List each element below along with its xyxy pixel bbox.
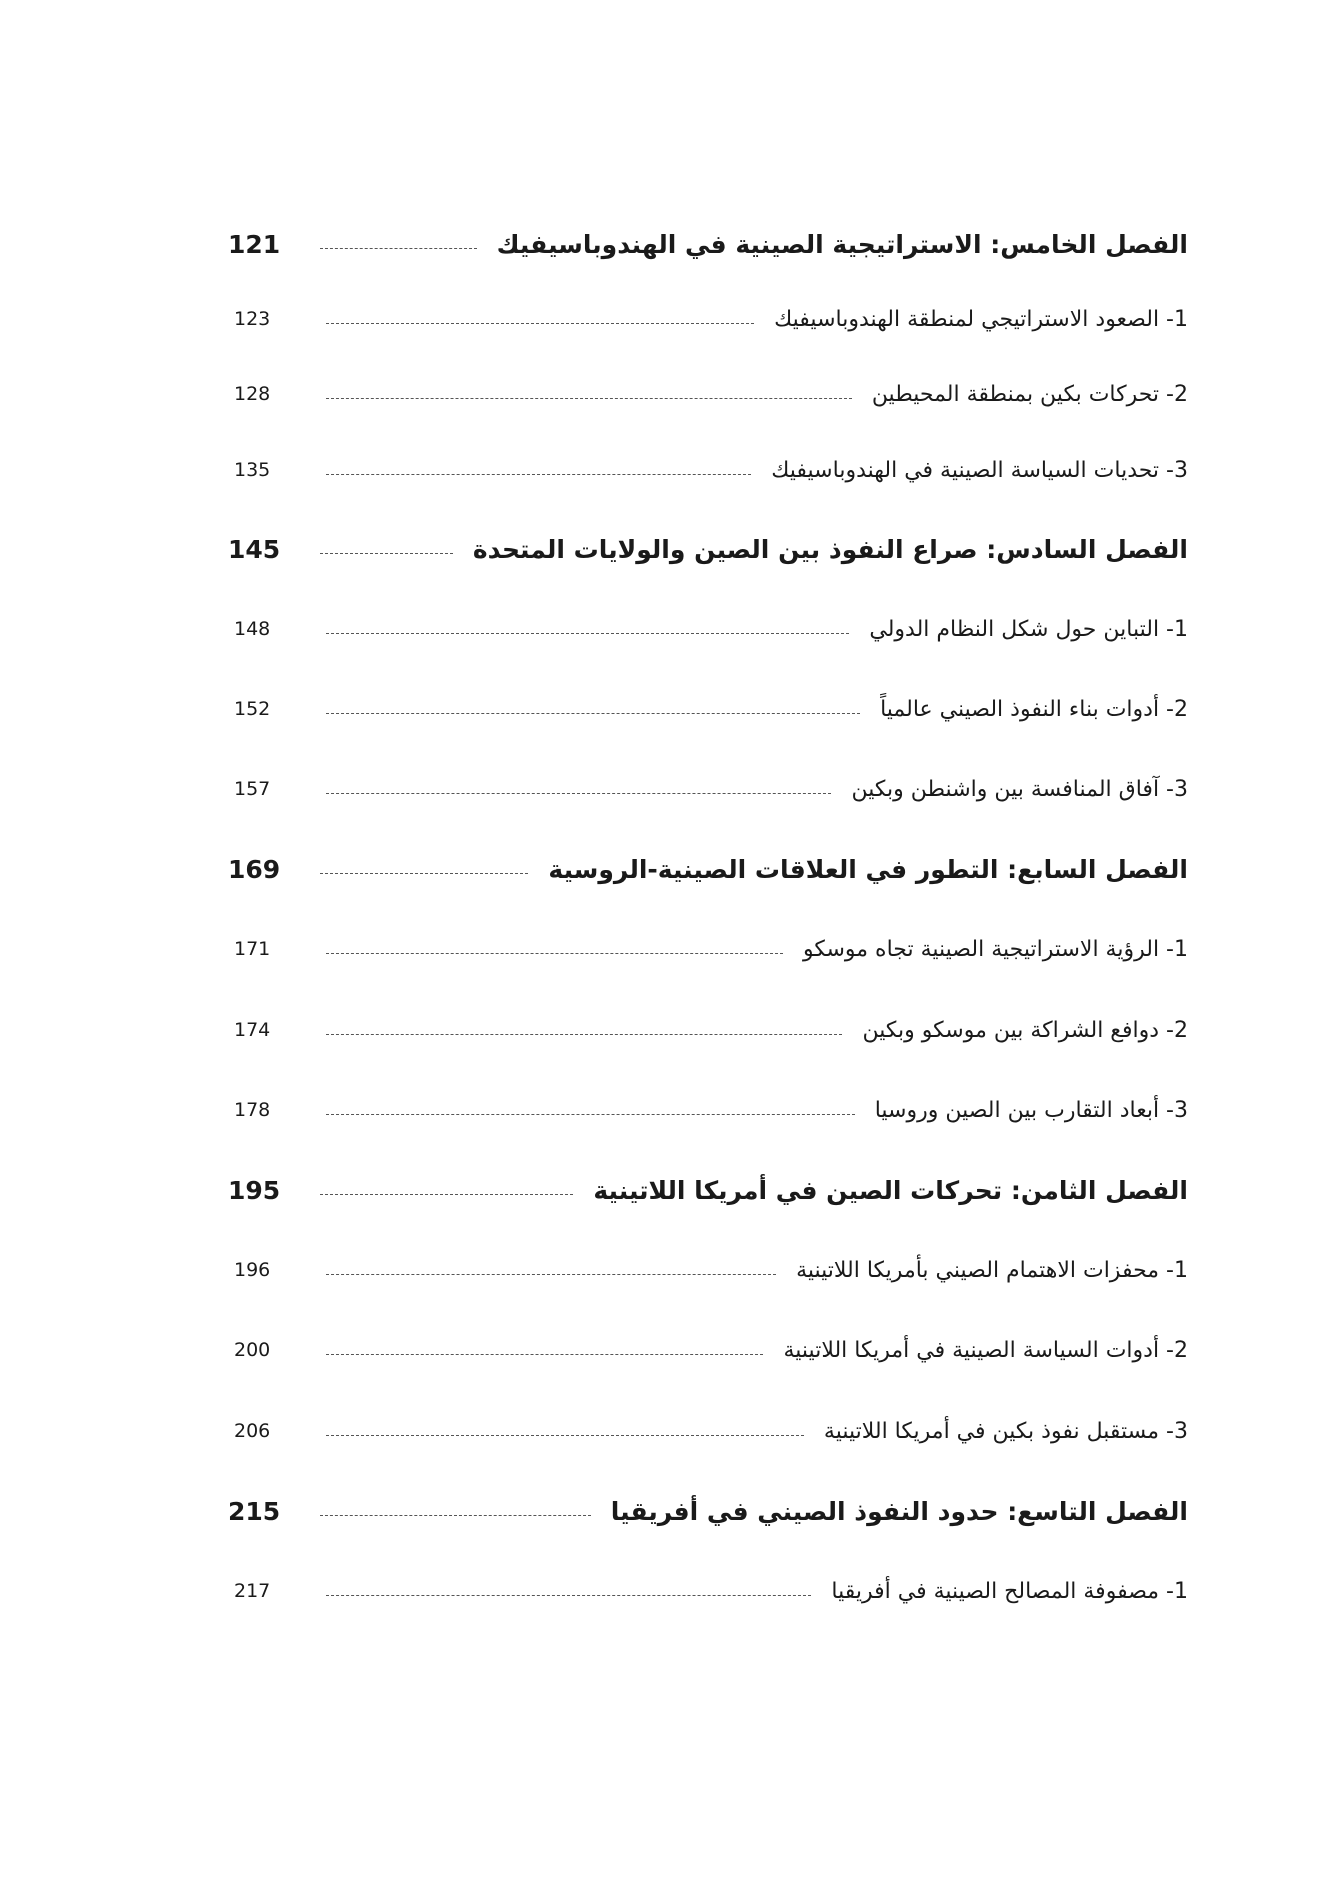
toc-section[interactable]	[228, 1409, 1188, 1453]
toc-entry-page: 157	[234, 778, 271, 800]
toc-entry-page: 135	[234, 459, 271, 481]
toc-entry-page: 171	[234, 938, 271, 960]
toc-entry-page: 215	[228, 1496, 281, 1526]
toc-section[interactable]	[228, 297, 1188, 341]
dot-leader	[326, 323, 754, 324]
dot-leader	[326, 1435, 804, 1436]
toc-entry-page: 169	[228, 854, 281, 884]
toc-chapter-9[interactable]	[228, 1489, 1188, 1533]
toc-entry-title: الفصل السابع: التطور في العلاقات الصينية-الروسية	[548, 854, 1188, 884]
dot-leader	[326, 1595, 811, 1596]
toc-section[interactable]	[228, 1248, 1188, 1292]
toc-section[interactable]	[228, 927, 1188, 971]
toc-entry-title: الفصل الخامس: الاستراتيجية الصينية في الهندوباسيفيك	[496, 229, 1188, 259]
toc-section[interactable]	[228, 767, 1188, 811]
toc-section[interactable]	[228, 1569, 1188, 1613]
dot-leader	[326, 1034, 842, 1035]
dot-leader	[320, 1515, 591, 1516]
toc-entry-title: الفصل السادس: صراع النفوذ بين الصين والولايات المتحدة	[472, 534, 1188, 564]
toc-entry-title: 3- تحديات السياسة الصينية في الهندوباسيفيك	[771, 457, 1188, 483]
toc-entry-title: 1- مصفوفة المصالح الصينية في أفريقيا	[831, 1578, 1188, 1604]
toc-section[interactable]	[228, 1088, 1188, 1132]
dot-leader	[326, 1274, 776, 1275]
toc-entry-title: 1- الصعود الاستراتيجي لمنطقة الهندوباسيفيك	[774, 306, 1188, 332]
dot-leader	[320, 1194, 573, 1195]
toc-entry-title: الفصل الثامن: تحركات الصين في أمريكا اللاتينية	[593, 1175, 1188, 1205]
toc-section[interactable]	[228, 687, 1188, 731]
toc-entry-title: 1- محفزات الاهتمام الصيني بأمريكا اللاتينية	[796, 1257, 1188, 1283]
toc-entry-page: 128	[234, 383, 271, 405]
toc-section[interactable]	[228, 607, 1188, 651]
dot-leader	[320, 248, 477, 249]
dot-leader	[326, 1114, 855, 1115]
toc-entry-page: 123	[234, 308, 271, 330]
toc-entry-title: 2- تحركات بكين بمنطقة المحيطين	[871, 381, 1188, 407]
toc-entry-title: 3- أبعاد التقارب بين الصين وروسيا	[874, 1097, 1188, 1123]
toc-section[interactable]	[228, 1008, 1188, 1052]
toc-chapter-8[interactable]	[228, 1168, 1188, 1212]
toc-entry-page: 217	[234, 1580, 271, 1602]
toc-entry-page: 148	[234, 618, 271, 640]
toc-entry-title: 2- أدوات بناء النفوذ الصيني عالمياً	[880, 696, 1188, 722]
dot-leader	[320, 553, 453, 554]
toc-section[interactable]	[228, 372, 1188, 416]
toc-entry-title: 2- دوافع الشراكة بين موسكو وبكين	[862, 1017, 1188, 1043]
toc-entry-page: 152	[234, 698, 271, 720]
toc-chapter-6[interactable]	[228, 527, 1188, 571]
dot-leader	[326, 1354, 763, 1355]
toc-entry-page: 145	[228, 534, 281, 564]
toc-entry-title: 1- الرؤية الاستراتيجية الصينية تجاه موسكو	[802, 936, 1188, 962]
toc-entry-page: 206	[234, 1420, 271, 1442]
toc-entry-title: 3- مستقبل نفوذ بكين في أمريكا اللاتينية	[823, 1418, 1188, 1444]
toc-entry-page: 200	[234, 1339, 271, 1361]
toc-chapter-5[interactable]	[228, 222, 1188, 266]
toc-entry-page: 195	[228, 1175, 281, 1205]
toc-entry-page: 178	[234, 1099, 271, 1121]
dot-leader	[326, 713, 860, 714]
dot-leader	[320, 873, 528, 874]
toc-section[interactable]	[228, 448, 1188, 492]
toc-section[interactable]	[228, 1328, 1188, 1372]
toc-entry-title: 3- آفاق المنافسة بين واشنطن وبكين	[851, 776, 1188, 802]
toc-chapter-7[interactable]	[228, 847, 1188, 891]
toc-entry-title: 2- أدوات السياسة الصينية في أمريكا اللاتينية	[783, 1337, 1188, 1363]
dot-leader	[326, 398, 852, 399]
toc-entry-page: 196	[234, 1259, 271, 1281]
toc-entry-page: 174	[234, 1019, 271, 1041]
toc-entry-title: الفصل التاسع: حدود النفوذ الصيني في أفريقيا	[610, 1496, 1188, 1526]
toc-entry-title: 1- التباين حول شكل النظام الدولي	[869, 616, 1188, 642]
dot-leader	[326, 793, 831, 794]
toc-entry-page: 121	[228, 229, 281, 259]
dot-leader	[326, 474, 751, 475]
dot-leader	[326, 633, 849, 634]
dot-leader	[326, 953, 783, 954]
